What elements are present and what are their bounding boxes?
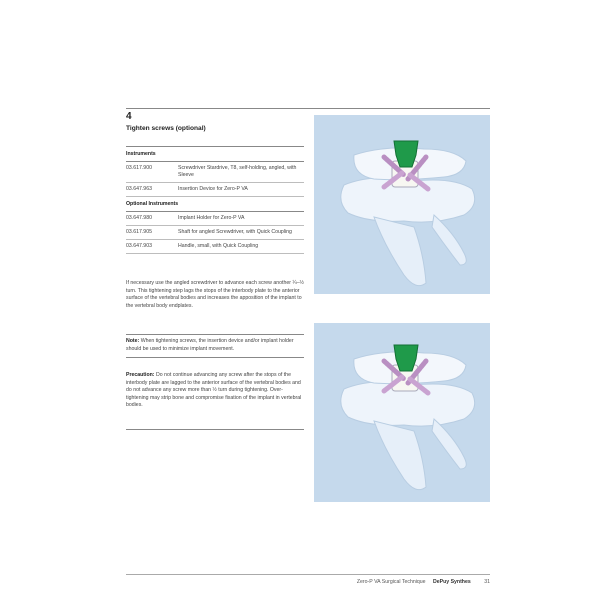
top-rule (126, 108, 490, 109)
instrument-desc: Handle, small, with Quick Coupling (178, 240, 304, 254)
table-row (126, 240, 304, 254)
step-title: Tighten screws (optional) (126, 125, 206, 132)
implant-figure-2 (314, 323, 490, 502)
page-number: 31 (484, 579, 490, 585)
instrument-code: 03.647.963 (126, 183, 178, 197)
implant-figure-1 (314, 115, 490, 294)
step-number: 4 (126, 111, 132, 122)
instrument-desc: Shaft for angled Screwdriver, with Quick Coupling (178, 226, 304, 240)
instrument-desc: Screwdriver Stardrive, T8, self-holding, angled, with Sleeve (178, 162, 304, 183)
instrument-code: 03.647.903 (126, 240, 178, 254)
instrument-desc: Insertion Device for Zero-P VA (178, 183, 304, 197)
precaution-label: Precaution: (126, 372, 155, 378)
instrument-code: 03.617.900 (126, 162, 178, 183)
body-paragraph: If necessary use the angled screwdriver to advance each screw another ¼–½ turn. This tightening step lags the stops of the interbody plate to the anterior surface of the vertebral bodies and increases the apposition of the implant to the vertebral body endplates. (126, 280, 304, 309)
precaution-box (126, 372, 304, 410)
page-footer (357, 579, 490, 585)
footer-doc: Surgical Technique (381, 579, 426, 585)
note-text: When tightening screws, the insertion device and/or implant holder should be used to minimize implant movement. (126, 338, 294, 352)
instruments-heading-row (126, 147, 304, 162)
precaution-text: Do not continue advancing any screw after the stops of the interbody plate are lagged to the anterior surface of the vertebral bodies and do not advance any screw more than ½ turn during tightening. Over-tightening may strip bone and compromise fixation of the implant in vertebral bodies. (126, 372, 302, 409)
table-row (126, 183, 304, 197)
footer-brand: DePuy Synthes (432, 579, 471, 585)
instruments-table (126, 146, 304, 254)
note-box (126, 334, 304, 358)
instruments-heading: Instruments (126, 147, 304, 162)
table-row (126, 162, 304, 183)
note-label: Note: (126, 338, 140, 344)
precaution-rule (126, 429, 304, 430)
footer-product: Zero-P VA (356, 579, 381, 585)
instrument-code: 03.617.905 (126, 226, 178, 240)
instrument-desc: Implant Holder for Zero-P VA (178, 212, 304, 226)
instrument-code: 03.647.980 (126, 212, 178, 226)
vertebrae-implant-illustration (314, 115, 490, 294)
table-row (126, 212, 304, 226)
table-row (126, 226, 304, 240)
optional-instruments-heading: Optional Instruments (126, 197, 304, 212)
vertebrae-implant-illustration (314, 323, 490, 502)
optional-instruments-heading-row (126, 197, 304, 212)
footer-rule (126, 574, 490, 575)
